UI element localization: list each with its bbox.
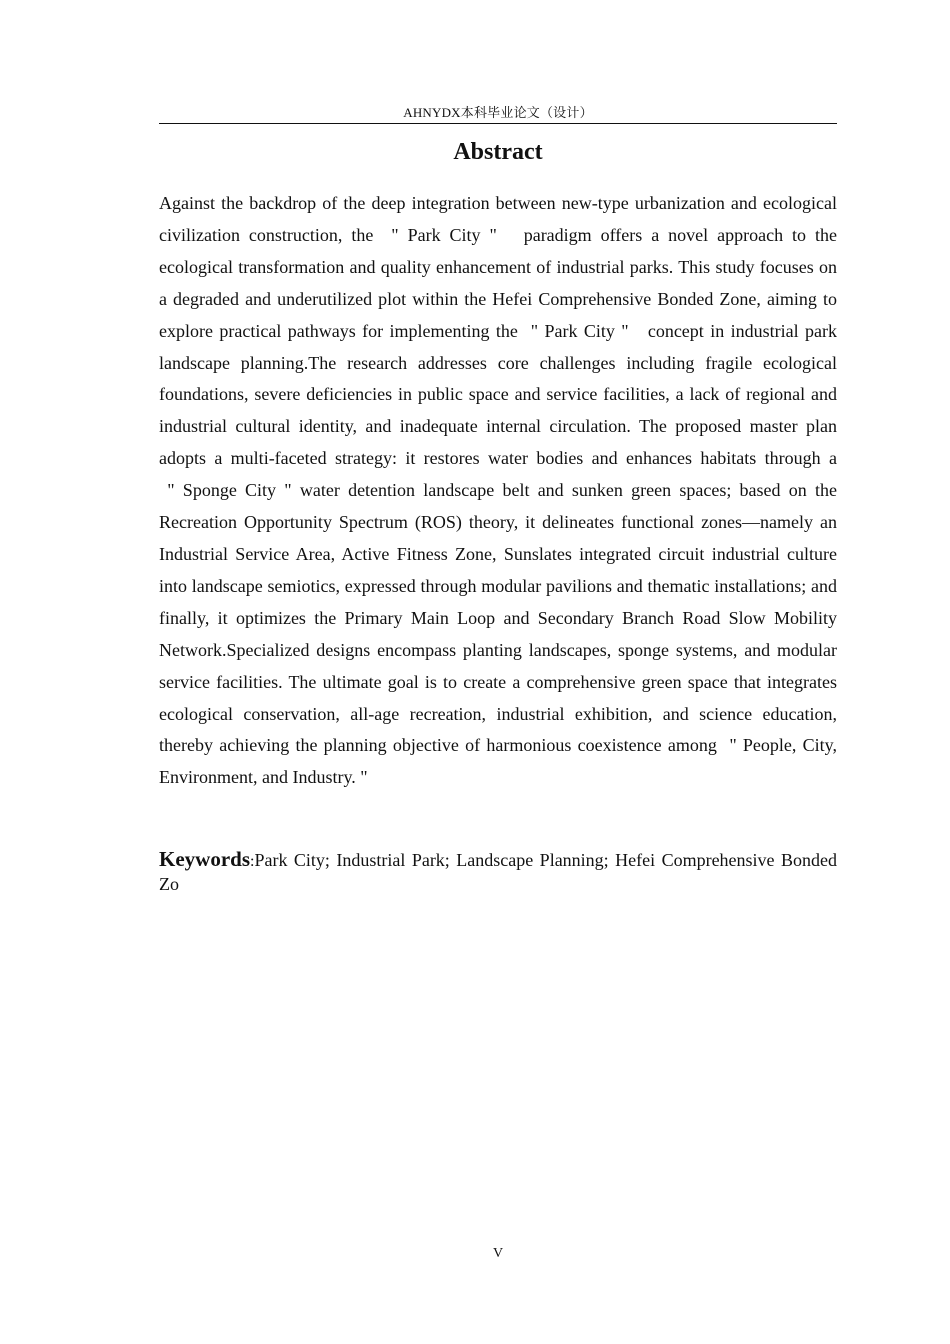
keywords-label: Keywords [159, 847, 250, 871]
header-rule [159, 123, 837, 124]
running-header: AHNYDX本科毕业论文（设计） [403, 105, 593, 120]
keywords-paragraph [159, 848, 837, 896]
keywords-separator: : [250, 853, 255, 870]
abstract-title: Abstract [453, 139, 543, 165]
keywords-text: Park City; Industrial Park; Landscape Planning; Hefei Comprehensive Bonded Zo [159, 850, 837, 894]
abstract-body: Against the backdrop of the deep integration between new-type urbanization and ecological civilization construction, the " Park City " paradigm offers a novel approach to the ecological transformation and quality enhancement of industrial parks. This study focuses on a degraded and underutilized plot within the Hefei Comprehensive Bonded Zone, aiming to explore practical pathways for implementing the " Park City " concept in industrial park landscape planning.The research addresses core challenges including fragile ecological foundations, severe deficiencies in public space and service facilities, a lack of regional and industrial cultural identity, and inadequate internal circulation. The proposed master plan adopts a multi-faceted strategy: it restores water bodies and enhances habitats through a " Sponge City " water detention landscape belt and sunken green spaces; based on the Recreation Opportunity Spectrum (ROS) theory, it delineates functional zones—namely an Industrial Service Area, Active Fitness Zone, Sunslates integrated circuit industrial culture into landscape semiotics, expressed through modular pavilions and thematic installations; and finally, it optimizes the Primary Main Loop and Secondary Branch Road Slow Mobility Network.Specialized designs encompass planting landscapes, sponge systems, and modular service facilities. The ultimate goal is to create a comprehensive green space that integrates ecological conservation, all-age recreation, industrial exhibition, and science education, thereby achieving the planning objective of harmonious coexistence among " People, City, Environment, and Industry. " [159, 193, 837, 788]
page-number: V [492, 1246, 504, 1261]
